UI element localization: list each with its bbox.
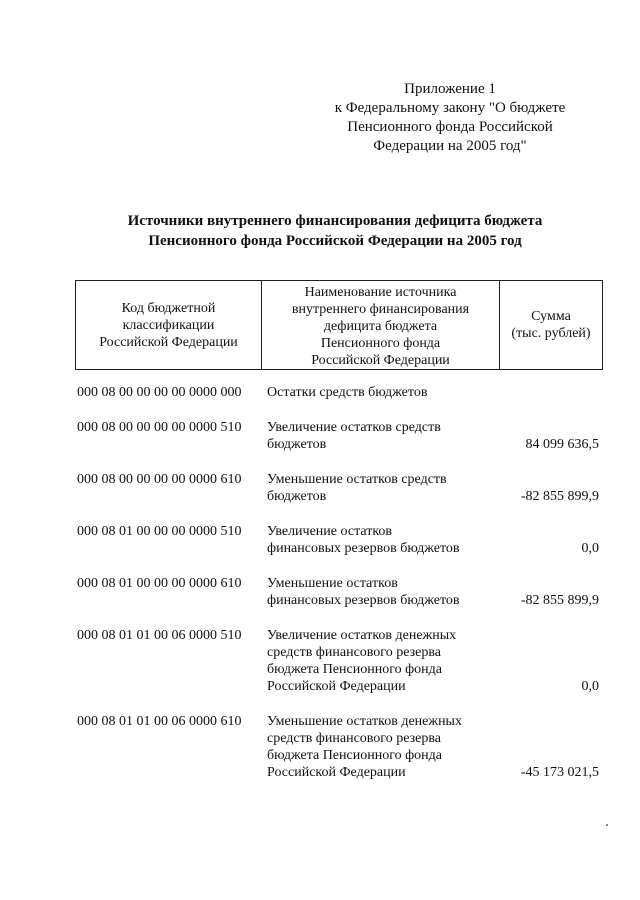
header-line: классификации (122, 317, 215, 333)
title-line: Пенсионного фонда Российской Федерации на 2005 год (148, 233, 522, 249)
header-line: Наименование источника (304, 284, 457, 300)
table-row (77, 523, 601, 557)
table-row (77, 713, 601, 781)
title-line: Источники внутреннего финансирования дефицита бюджета (127, 213, 543, 229)
header-code-column (76, 281, 262, 369)
row-name-line: Российской Федерации (267, 679, 406, 694)
row-amount: 0,0 (581, 679, 599, 694)
table-row (77, 627, 601, 695)
table-header (75, 280, 603, 370)
row-name-line: Увеличение остатков денежных (267, 628, 457, 643)
header-line: (тыс. рублей) (511, 326, 591, 341)
row-name-line: средств финансового резерва (267, 645, 441, 660)
document-title (40, 211, 630, 251)
row-name-line: бюджетов (267, 489, 327, 504)
row-code: 000 08 01 00 00 00 0000 610 (77, 576, 242, 591)
row-name-line: Остатки средств бюджетов (267, 385, 428, 400)
row-name-line: бюджета Пенсионного фонда (267, 748, 442, 763)
table-row (77, 471, 601, 505)
row-code: 000 08 01 01 00 06 0000 510 (77, 628, 242, 643)
row-name (267, 419, 497, 453)
header-line: Пенсионного фонда (320, 335, 441, 351)
table-row (77, 419, 601, 453)
row-name (267, 471, 497, 505)
header-line: Российской Федерации (311, 352, 450, 368)
row-name-line: бюджетов (267, 437, 327, 452)
row-amount: -82 855 899,9 (520, 593, 599, 608)
table-row (77, 575, 601, 609)
row-name-line: финансовых резервов бюджетов (267, 593, 460, 608)
header-name-column (262, 281, 500, 369)
row-amount: 0,0 (581, 541, 599, 556)
row-name (267, 627, 497, 695)
scan-speck (606, 824, 608, 826)
row-name (267, 713, 497, 781)
row-amount: -45 173 021,5 (520, 765, 599, 780)
row-name-line: Увеличение остатков (267, 524, 393, 539)
header-amount-column (500, 281, 602, 369)
row-amount: -82 855 899,9 (520, 489, 599, 504)
header-line: Код бюджетной (121, 300, 216, 316)
row-code: 000 08 00 00 00 00 0000 510 (77, 420, 242, 435)
row-name-line: Уменьшение остатков денежных (267, 714, 462, 729)
header-line: внутреннего финансирования (291, 301, 470, 317)
header-line: дефицита бюджета (323, 318, 438, 334)
appendix-note (320, 80, 580, 156)
row-code: 000 08 00 00 00 00 0000 610 (77, 472, 242, 487)
row-name-line: Уменьшение остатков средств (267, 472, 447, 487)
header-line: Российской Федерации (99, 334, 238, 350)
header-line: Сумма (531, 309, 571, 324)
row-name-line: Российской Федерации (267, 765, 406, 780)
table-row (77, 384, 601, 401)
row-name (267, 575, 497, 609)
table-body (77, 384, 601, 781)
row-name (267, 523, 497, 557)
row-name-line: Увеличение остатков средств (267, 420, 441, 435)
appendix-line: Федерации на 2005 год" (373, 138, 527, 154)
row-code: 000 08 00 00 00 00 0000 000 (77, 385, 242, 400)
row-code: 000 08 01 01 00 06 0000 610 (77, 714, 242, 729)
row-name-line: Уменьшение остатков (267, 576, 398, 591)
row-name-line: средств финансового резерва (267, 731, 441, 746)
row-name (267, 384, 497, 401)
appendix-line: Пенсионного фонда Российской (347, 119, 553, 135)
appendix-line: Приложение 1 (404, 81, 496, 97)
row-code: 000 08 01 00 00 00 0000 510 (77, 524, 242, 539)
row-name-line: финансовых резервов бюджетов (267, 541, 460, 556)
appendix-line: к Федеральному закону "О бюджете (334, 100, 566, 116)
row-name-line: бюджета Пенсионного фонда (267, 662, 442, 677)
row-amount: 84 099 636,5 (525, 437, 599, 452)
